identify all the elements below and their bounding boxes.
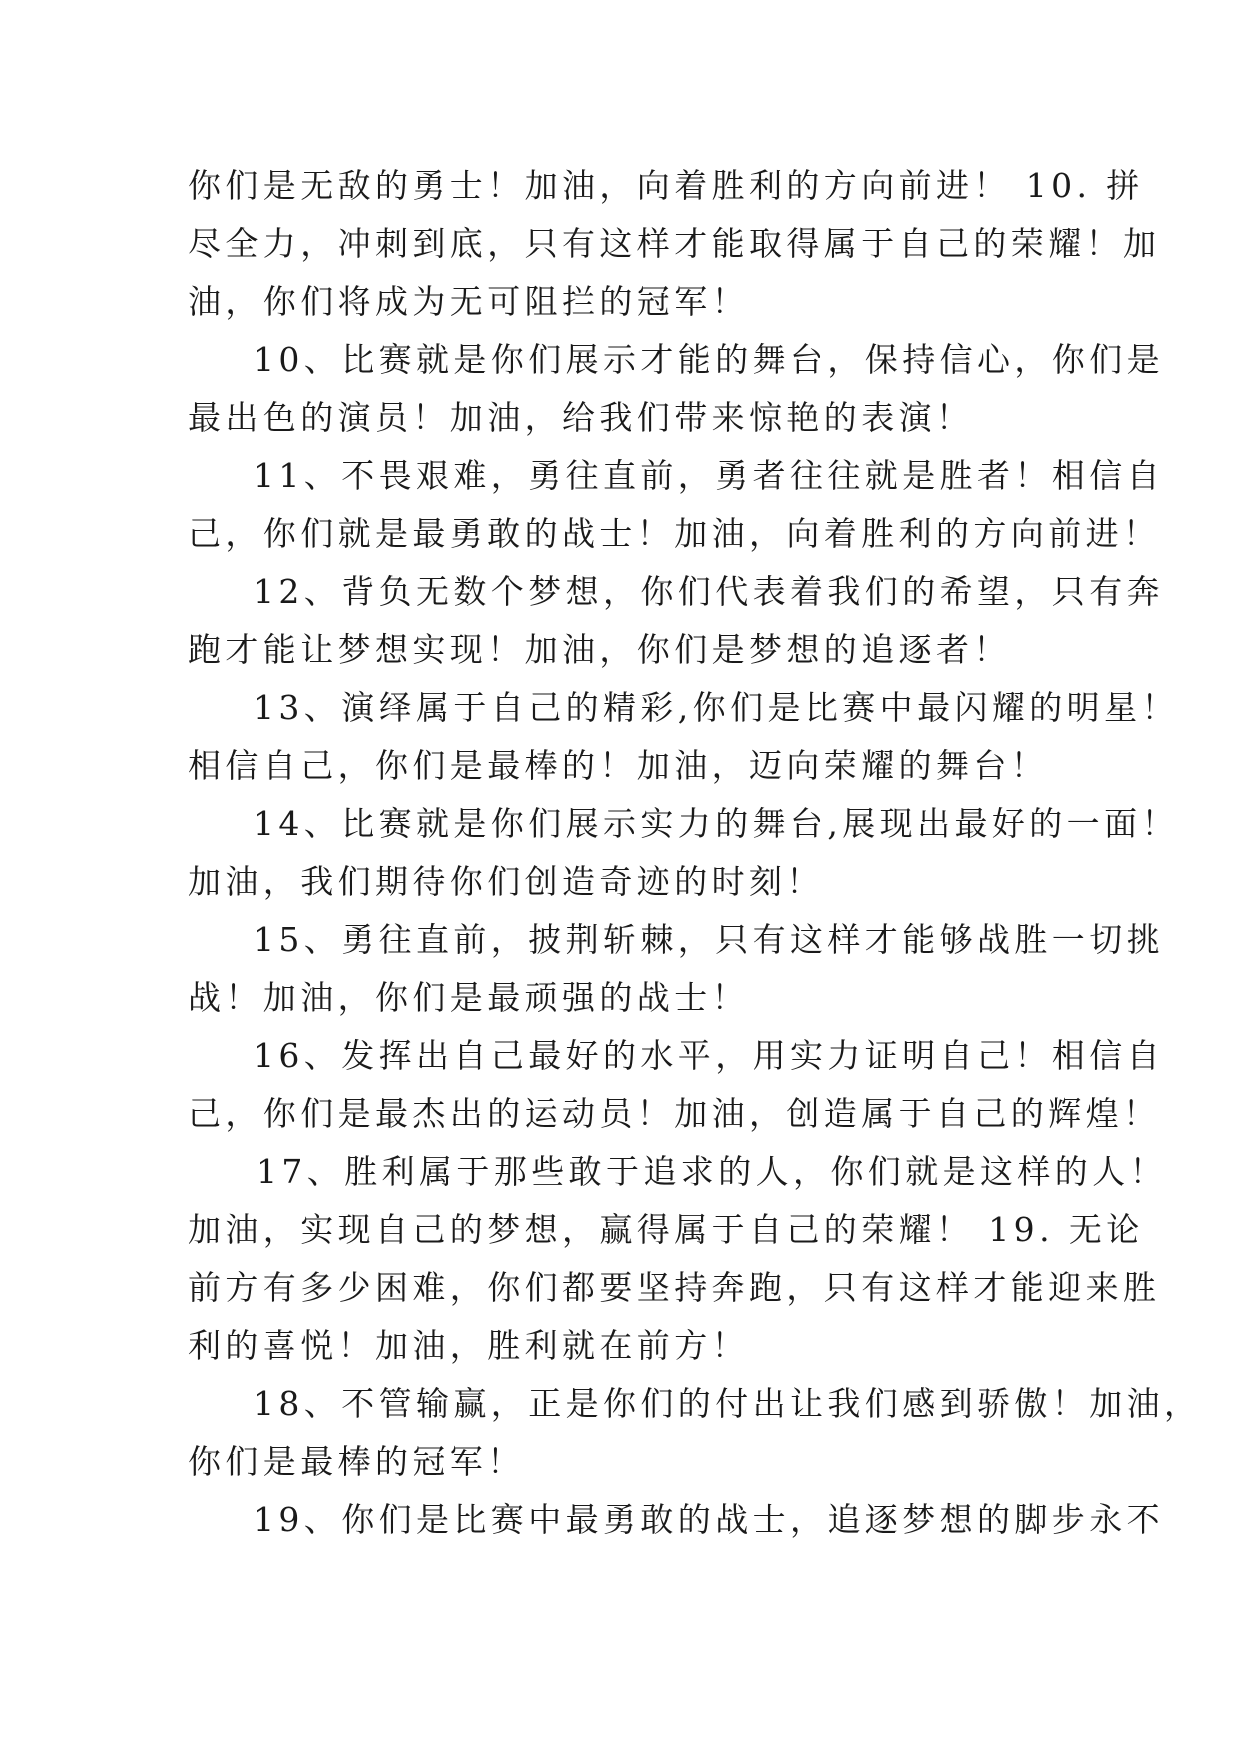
text-line: 相信自己，你们是最棒的！加油，迈向荣耀的舞台！ xyxy=(188,746,1049,785)
paragraph-start: 19、你们是比赛中最勇敢的战士，追逐梦想的脚步永不 xyxy=(253,1500,1164,1539)
text-line: 己，你们就是最勇敢的战士！加油，向着胜利的方向前进！ xyxy=(188,514,1161,553)
text-line: 己，你们是最杰出的运动员！加油，创造属于自己的辉煌！ xyxy=(188,1094,1161,1133)
text-line: 跑才能让梦想实现！加油，你们是梦想的追逐者！ xyxy=(188,630,1011,669)
paragraph-start: 13、演绎属于自己的精彩,你们是比赛中最闪耀的明星！ xyxy=(253,688,1179,727)
paragraph-start: 16、发挥出自己最好的水平，用实力证明自己！相信自 xyxy=(253,1036,1164,1075)
paragraph-start: 17、胜利属于那些敢于追求的人，你们就是这样的人！ xyxy=(256,1152,1167,1191)
text-line: 你们是无敌的勇士！加油，向着胜利的方向前进！ 10. 拼 xyxy=(188,166,1144,205)
text-line: 加油，实现自己的梦想，赢得属于自己的荣耀！ 19. 无论 xyxy=(188,1210,1144,1249)
text-line: 加油，我们期待你们创造奇迹的时刻！ xyxy=(188,862,824,901)
paragraph-start: 10、比赛就是你们展示才能的舞台，保持信心，你们是 xyxy=(253,340,1164,379)
text-line: 战！加油，你们是最顽强的战士！ xyxy=(188,978,749,1017)
text-line: 最出色的演员！加油，给我们带来惊艳的表演！ xyxy=(188,398,974,437)
text-line: 你们是最棒的冠军！ xyxy=(188,1442,525,1481)
paragraph-start: 15、勇往直前，披荆斩棘，只有这样才能够战胜一切挑 xyxy=(253,920,1164,959)
paragraph-start: 12、背负无数个梦想，你们代表着我们的希望，只有奔 xyxy=(253,572,1164,611)
paragraph-start: 11、不畏艰难，勇往直前，勇者往往就是胜者！相信自 xyxy=(253,456,1164,495)
text-line: 前方有多少困难，你们都要坚持奔跑，只有这样才能迎来胜 xyxy=(188,1268,1161,1307)
paragraph-start: 14、比赛就是你们展示实力的舞台,展现出最好的一面！ xyxy=(253,804,1179,843)
paragraph-start: 18、不管输赢，正是你们的付出让我们感到骄傲！加油， xyxy=(253,1384,1202,1423)
text-line: 尽全力，冲刺到底，只有这样才能取得属于自己的荣耀！加 xyxy=(188,224,1161,263)
text-line: 利的喜悦！加油，胜利就在前方！ xyxy=(188,1326,749,1365)
text-line: 油，你们将成为无可阻拦的冠军！ xyxy=(188,282,749,321)
